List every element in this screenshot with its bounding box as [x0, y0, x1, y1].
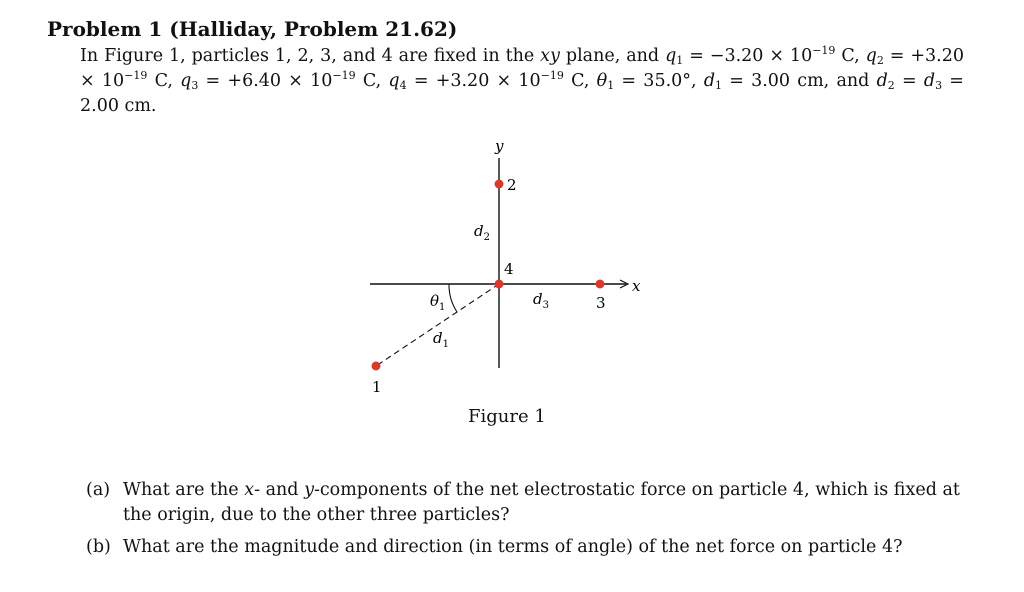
figure-1-diagram: [340, 140, 660, 400]
problem-title: Problem 1 (Halliday, Problem 21.62): [47, 17, 458, 41]
x-axis-label: x: [632, 277, 641, 295]
question-b-label: (b): [86, 537, 111, 557]
particle-4-label: 4: [504, 260, 514, 278]
question-a-text: What are the x- and y-components of the net electrostatic force on particle 4, which is fixed at the origin, due to the other three particles?: [123, 480, 960, 525]
particle-4: [495, 280, 504, 289]
question-b-text: What are the magnitude and direction (in terms of angle) of the net force on particle 4?: [123, 537, 903, 557]
theta1-label: $\theta_1$: [430, 292, 446, 313]
particle-1: [372, 362, 381, 371]
particle-2-label: 2: [507, 176, 517, 194]
d3-label: $d_3$: [533, 290, 549, 311]
particle-1-label: 1: [372, 378, 382, 396]
particle-3-label: 3: [596, 294, 606, 312]
particle-2: [495, 180, 504, 189]
theta1-arc: [449, 284, 457, 312]
particle-3: [596, 280, 605, 289]
question-b: [86, 535, 966, 560]
y-axis-label: y: [495, 140, 504, 155]
question-a: [86, 478, 966, 528]
question-a-label: (a): [86, 480, 111, 500]
figure-caption: Figure 1: [468, 406, 546, 427]
problem-statement: In Figure 1, particles 1, 2, 3, and 4 are fixed in the xy plane, and $q_1 = -3.20 \times 10^{-19}$ C, $q_2 = +3.20 \times 10^{-19}$ C, $q_3 = +6.40 \times 10^{-19}$ C, $q_4 = +3.20 \times 10^{-19}$ C, $\theta_1 = 35.0^\circ$, $d_1 = 3.00$ cm, and $d_2 = d_3 = 2.00$ cm.: [80, 44, 964, 116]
d1-label: $d_1$: [433, 329, 449, 350]
d2-label: $d_2$: [474, 222, 490, 243]
